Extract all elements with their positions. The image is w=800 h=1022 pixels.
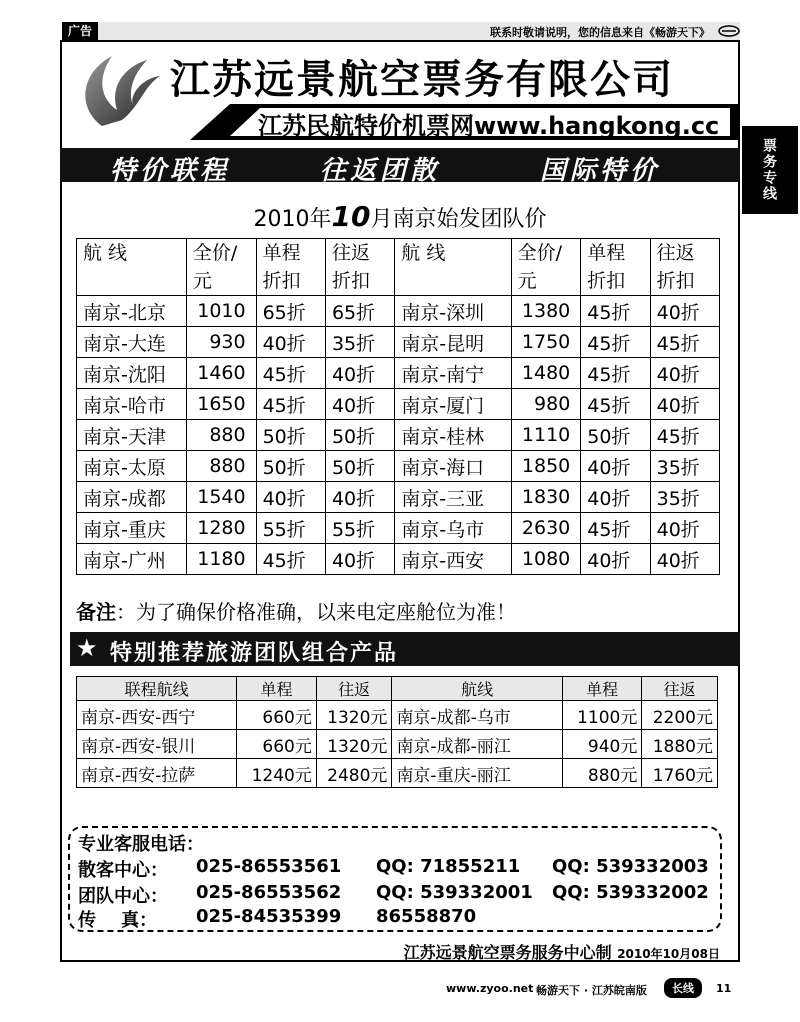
table-row: [77, 730, 718, 759]
route-cell: 南京-厦门: [395, 389, 511, 420]
oneway-cell: 65折: [256, 296, 325, 327]
phone-group[interactable]: 025-86553562: [196, 882, 342, 903]
route-cell: 南京-哈市: [77, 389, 187, 420]
table-row: [77, 701, 718, 730]
price-cell: 1010: [186, 296, 256, 327]
source-note: 联系时敬请说明，您的信息来自《畅游天下》: [490, 26, 710, 39]
publication-logo-icon: [718, 24, 740, 38]
price-cell: 1480: [511, 358, 581, 389]
table-row: [77, 513, 720, 544]
header-full-price: 全价/元: [186, 239, 256, 296]
qq-group-1[interactable]: QQ: 539332001: [376, 882, 533, 903]
oneway-cell: 50折: [581, 420, 650, 451]
price-cell: 880: [186, 420, 256, 451]
issuer-name: 江苏远景航空票务服务中心制: [403, 943, 612, 962]
price-table-title: 2010年10月南京始发团队价: [253, 200, 547, 233]
return-cell: 40折: [650, 544, 719, 575]
oneway-cell: 45折: [256, 358, 325, 389]
route-cell: 南京-海口: [395, 451, 511, 482]
return-cell: 35折: [650, 451, 719, 482]
oneway-cell: 45折: [581, 327, 650, 358]
oneway-cell: 45折: [581, 513, 650, 544]
return-cell: 40折: [650, 513, 719, 544]
route-cell: 南京-大连: [77, 327, 187, 358]
qq-retail-1[interactable]: QQ: 71855211: [376, 856, 521, 877]
return-cell: 40折: [325, 544, 394, 575]
oneway-cell: 1240元: [237, 759, 317, 788]
header-oneway: 单程折扣: [581, 239, 650, 296]
route-cell: 南京-西安-西宁: [77, 701, 237, 730]
route-cell: 南京-北京: [77, 296, 187, 327]
recommend-title: 特别推荐旅游团队组合产品: [110, 641, 399, 666]
oneway-cell: 880元: [562, 759, 642, 788]
route-cell: 南京-天津: [77, 420, 187, 451]
remark-text: ：为了确保价格准确，以来电定座舱位为准！: [116, 600, 516, 624]
phone-retail[interactable]: 025-86553561: [196, 856, 342, 877]
oneway-cell: 940元: [562, 730, 642, 759]
return-cell: 40折: [325, 358, 394, 389]
oneway-cell: 40折: [581, 544, 650, 575]
side-tab-ticket-line: 票务专线: [742, 126, 798, 214]
route-cell: 南京-成都-乌市: [392, 701, 562, 730]
price-cell: 2630: [511, 513, 581, 544]
route-cell: 南京-太原: [77, 451, 187, 482]
route-cell: 南京-西安-拉萨: [77, 759, 237, 788]
oneway-cell: 45折: [581, 389, 650, 420]
slogan-2: 往返团散: [320, 156, 441, 186]
oneway-cell: 40折: [581, 451, 650, 482]
route-cell: 南京-重庆: [77, 513, 187, 544]
oneway-cell: 50折: [256, 420, 325, 451]
header-oneway: 单程折扣: [256, 239, 325, 296]
table-row: [77, 544, 720, 575]
oneway-cell: 50折: [256, 451, 325, 482]
oneway-cell: 1100元: [562, 701, 642, 730]
price-cell: 1280: [186, 513, 256, 544]
return-cell: 55折: [325, 513, 394, 544]
route-cell: 南京-三亚: [395, 482, 511, 513]
return-cell: 45折: [650, 327, 719, 358]
oneway-cell: 45折: [256, 544, 325, 575]
remark: [76, 596, 516, 625]
header-route: 联程航线: [77, 677, 237, 701]
route-cell: 南京-西安-银川: [77, 730, 237, 759]
header-oneway: 单程: [562, 677, 642, 701]
fax-number-2[interactable]: 86558870: [376, 906, 477, 927]
qq-group-2[interactable]: QQ: 539332002: [552, 882, 709, 903]
price-cell: 1080: [511, 544, 581, 575]
contact-label-retail: 散客中心：: [78, 860, 168, 881]
route-cell: 南京-乌市: [395, 513, 511, 544]
oneway-cell: 40折: [256, 327, 325, 358]
table-row: [77, 482, 720, 513]
header-route: 航线: [392, 677, 562, 701]
header-full-price: 全价/元: [511, 239, 581, 296]
contact-label-group: 团队中心：: [78, 886, 168, 907]
slogan-3: 国际特价: [540, 156, 661, 186]
route-cell: 南京-重庆-丽江: [392, 759, 562, 788]
oneway-cell: 45折: [581, 296, 650, 327]
header-oneway: 单程: [237, 677, 317, 701]
fax-number[interactable]: 025-84535399: [196, 906, 342, 927]
route-cell: 南京-西安: [395, 544, 511, 575]
qq-retail-2[interactable]: QQ: 539332003: [552, 856, 709, 877]
header-route: 航 线: [77, 239, 187, 296]
route-cell: 南京-深圳: [395, 296, 511, 327]
table-row: [77, 296, 720, 327]
route-cell: 南京-广州: [77, 544, 187, 575]
combo-table: [76, 676, 718, 788]
return-cell: 40折: [650, 389, 719, 420]
return-cell: 50折: [325, 420, 394, 451]
route-cell: 南京-成都: [77, 482, 187, 513]
price-cell: 1850: [511, 451, 581, 482]
price-cell: 880: [186, 451, 256, 482]
return-cell: 2480元: [316, 759, 392, 788]
return-cell: 1760元: [642, 759, 718, 788]
price-cell: 1830: [511, 482, 581, 513]
route-cell: 南京-昆明: [395, 327, 511, 358]
issue-date: 2010年10月08日: [617, 947, 720, 961]
combo-table-header: [77, 677, 718, 701]
price-cell: 1180: [186, 544, 256, 575]
page-number: 11: [716, 982, 732, 995]
table-row: [77, 759, 718, 788]
oneway-cell: 660元: [237, 730, 317, 759]
company-name: 江苏远景航空票务有限公司: [170, 57, 674, 103]
footer-site[interactable]: www.zyoo.net: [446, 982, 534, 995]
table-row: [77, 327, 720, 358]
return-cell: 40折: [650, 296, 719, 327]
oneway-cell: 40折: [581, 482, 650, 513]
route-cell: 南京-成都-丽江: [392, 730, 562, 759]
price-table: [76, 238, 720, 575]
ad-tag: 广告: [62, 22, 98, 40]
footer-section-badge: 长线: [664, 978, 702, 998]
return-cell: 40折: [325, 389, 394, 420]
header-return: 往返折扣: [650, 239, 719, 296]
header-return: 往返折扣: [325, 239, 394, 296]
header-return: 往返: [642, 677, 718, 701]
price-cell: 1460: [186, 358, 256, 389]
remark-label: 备注: [76, 600, 116, 624]
price-cell: 1380: [511, 296, 581, 327]
route-cell: 南京-南宁: [395, 358, 511, 389]
route-cell: 南京-桂林: [395, 420, 511, 451]
route-cell: 南京-沈阳: [77, 358, 187, 389]
oneway-cell: 660元: [237, 701, 317, 730]
table-row: [77, 358, 720, 389]
header-route: 航 线: [395, 239, 511, 296]
return-cell: 40折: [325, 482, 394, 513]
oneway-cell: 40折: [256, 482, 325, 513]
price-table-header: [77, 239, 720, 296]
oneway-cell: 55折: [256, 513, 325, 544]
return-cell: 1320元: [316, 701, 392, 730]
return-cell: 2200元: [642, 701, 718, 730]
oneway-cell: 45折: [581, 358, 650, 389]
price-cell: 980: [511, 389, 581, 420]
return-cell: 50折: [325, 451, 394, 482]
price-cell: 1540: [186, 482, 256, 513]
slogan-1: 特价联程: [110, 156, 231, 186]
table-row: [77, 389, 720, 420]
return-cell: 40折: [650, 358, 719, 389]
contact-label-fax: 传 真：: [78, 910, 158, 931]
website-url[interactable]: 江苏民航特价机票网www.hangkong.cc: [258, 112, 720, 140]
return-cell: 35折: [325, 327, 394, 358]
table-row: [77, 420, 720, 451]
header-return: 往返: [316, 677, 392, 701]
return-cell: 1320元: [316, 730, 392, 759]
return-cell: 1880元: [642, 730, 718, 759]
price-cell: 1110: [511, 420, 581, 451]
footer-publication: 畅游天下 · 江苏皖南版: [536, 984, 647, 997]
price-cell: 1750: [511, 327, 581, 358]
star-icon: ★: [76, 634, 98, 662]
price-cell: 1650: [186, 389, 256, 420]
price-cell: 930: [186, 327, 256, 358]
table-row: [77, 451, 720, 482]
return-cell: 35折: [650, 482, 719, 513]
contact-title: 专业客服电话：: [78, 834, 204, 855]
return-cell: 65折: [325, 296, 394, 327]
issuer-line: [60, 940, 720, 963]
company-logo-icon: [72, 48, 162, 128]
return-cell: 45折: [650, 420, 719, 451]
oneway-cell: 45折: [256, 389, 325, 420]
